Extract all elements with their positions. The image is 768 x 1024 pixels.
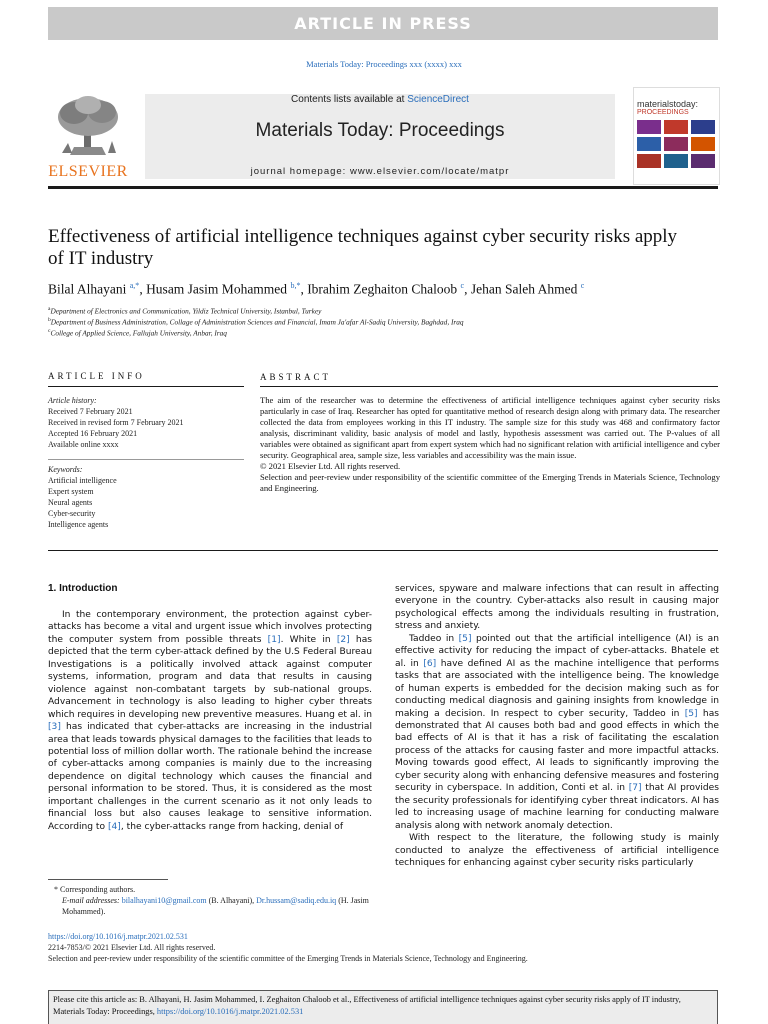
contents-line bbox=[145, 94, 615, 105]
intro-column-left bbox=[48, 609, 372, 833]
footnote-rule bbox=[48, 879, 168, 880]
keyword: Cyber-security bbox=[48, 509, 96, 518]
reference-link[interactable]: [7] bbox=[628, 783, 642, 794]
affiliation bbox=[48, 328, 227, 337]
reference-link[interactable]: [2] bbox=[336, 634, 350, 645]
text-run: has depicted that the term cyber-attack defined by the U.S Federal Bureau Investigations is a politically involved attack against computer systems, information, program and data that results in causing violence against non-combatant targets by sub-national groups. Advancement in technology is also leading to higher cyber threats which requires in developing new preventive measures. Huang et al. in bbox=[48, 634, 373, 720]
text-run: Taddeo in bbox=[409, 633, 459, 644]
intro-column-right bbox=[395, 583, 719, 869]
affiliation-text: Department of Business Administration, Collage of Administration Sciences and Financial, Imam Ja'afar Al-Sadiq University, Baghdad, Iraq bbox=[50, 317, 464, 327]
corresponding-authors: * Corresponding authors. bbox=[54, 885, 136, 894]
email-label: E-mail addresses: bbox=[62, 896, 120, 905]
affiliation bbox=[48, 317, 464, 326]
elsevier-tree-logo bbox=[50, 95, 126, 161]
author-affiliation-marker[interactable]: c bbox=[580, 281, 585, 290]
paragraph bbox=[395, 633, 719, 832]
article-history-label: Article history: bbox=[48, 396, 97, 405]
abstract-heading: ABSTRACT bbox=[260, 372, 332, 382]
text-run: In the contemporary environment, the protection against cyber-attacks has become a vital and urgent issue which involves protecting the computer system from possible threats bbox=[48, 610, 372, 645]
citation-doi-link[interactable]: https://doi.org/10.1016/j.matpr.2021.02.531 bbox=[156, 1007, 304, 1016]
affiliation-text: College of Applied Science, Fallujah University, Anbar, Iraq bbox=[50, 328, 227, 338]
paragraph: services, spyware and malware infections that can result in affecting everyone in the country. Cyber-attacks also result in causing major psychological effects among the individuals resulting in frustration, stress and anxiety. bbox=[395, 584, 719, 632]
text-run: has demonstrated that AI causes both bad and good effects in which the bad effects of AI is that it has a risk of facilitating the escalation process of the attacks for causing faster and more impactful attacks. Moving towards good effect, AI leads to significantly improving the cyber security along with enhancing defensive measures and fostering security in cyberspace. In addition, Conti et al. in bbox=[395, 708, 719, 794]
cover-artwork bbox=[634, 116, 719, 176]
issn-copyright: 2214-7853/© 2021 Elsevier Ltd. All rights reserved. bbox=[48, 943, 216, 952]
cover-subtitle: PROCEEDINGS bbox=[637, 109, 689, 116]
text-run: . White in bbox=[280, 634, 337, 645]
journal-cover-thumbnail[interactable] bbox=[633, 87, 720, 185]
history-entry: Received in revised form 7 February 2021 bbox=[48, 418, 184, 427]
reference-link[interactable]: [1] bbox=[267, 634, 281, 645]
email-addresses bbox=[62, 895, 372, 917]
author-affiliation-marker[interactable]: a,* bbox=[129, 281, 140, 290]
contents-prefix: Contents lists available at bbox=[291, 94, 405, 105]
affiliation-text: Department of Electronics and Communication, Yildiz Technical University, Istanbul, Turkey bbox=[50, 306, 322, 316]
elsevier-wordmark: ELSEVIER bbox=[48, 163, 128, 180]
history-entry: Accepted 16 February 2021 bbox=[48, 429, 138, 438]
journal-title: Materials Today: Proceedings bbox=[255, 120, 505, 141]
header-rule bbox=[48, 186, 718, 189]
abstract-selection: Selection and peer-review under responsibility of the scientific committee of the Emerging Trends in Materials Science, Technology and Engineering. bbox=[260, 472, 720, 493]
author-name[interactable]: Jehan Saleh Ahmed bbox=[470, 281, 578, 297]
keyword: Intelligence agents bbox=[48, 520, 109, 529]
reference-link[interactable]: [6] bbox=[423, 658, 437, 669]
article-history bbox=[48, 406, 184, 450]
info-divider bbox=[48, 459, 244, 460]
citation-box bbox=[48, 990, 718, 1024]
abstract-rule bbox=[260, 386, 718, 387]
reference-link[interactable]: [5] bbox=[684, 708, 698, 719]
cover-title: materialstoday: bbox=[637, 99, 699, 109]
text-run: has indicated that cyber-attacks are increasing in the industrial area that leads towards physical damages to the facilities that leads to potential loss of million dollar worth. The rationale behind the increase of cyber-attacks among companies is mainly due to the increasing dependence on digital technology which causes the financial and personal information to be stored. Thus, it is considered as the most important challenges in the current scenario as it not only leads to financial loss but also causes leakage to sensitive information. According to bbox=[48, 722, 372, 832]
email-link[interactable]: bilalhayani10@gmail.com bbox=[121, 896, 207, 905]
abstract-text: The aim of the researcher was to determine the effectiveness of artificial intelligence techniques against cyber security risks particularly in case of Iraq. Researcher has opted for quantitative method of research design along with primary data. The researcher collected the data from employees working in this IT industry. The sample size for this study was 468 and confirmatory factor analysis, discriminant validity, basic analysis of model and lastly, hypothesis assessment was carried out. The P-values of all variables were obtained as significant apart from expert system which had no significant relation with artificial intelligence and cyber security. Geographical area, sample size, less variables and accessibility was the main issue. bbox=[260, 395, 720, 460]
email-owner: (B. Alhayani), bbox=[208, 896, 255, 905]
keyword: Neural agents bbox=[48, 498, 93, 507]
abstract-end-rule bbox=[48, 550, 718, 551]
affiliation-marker: a bbox=[48, 306, 51, 312]
article-info-heading: ARTICLE INFO bbox=[48, 371, 145, 381]
affiliation-marker: c bbox=[48, 328, 51, 334]
abstract-body bbox=[260, 395, 720, 494]
author-name[interactable]: Bilal Alhayani bbox=[48, 281, 127, 297]
corresponding-footnote bbox=[54, 884, 372, 917]
author-name[interactable]: Ibrahim Zeghaiton Chaloob bbox=[307, 281, 458, 297]
affiliation-marker: b bbox=[48, 317, 51, 323]
article-in-press-banner: ARTICLE IN PRESS bbox=[48, 7, 718, 40]
article-info-rule bbox=[48, 386, 244, 387]
keyword: Artificial intelligence bbox=[48, 476, 117, 485]
paragraph: With respect to the literature, the following study is mainly conducted to analyze the effectiveness of artificial intelligence techniques for enhancing against cyber security risks particularly bbox=[395, 833, 719, 868]
history-entry: Received 7 February 2021 bbox=[48, 407, 133, 416]
reference-link[interactable]: [5] bbox=[458, 633, 472, 644]
email-owner: (H. Jasim Mohammed). bbox=[62, 896, 369, 916]
text-run: have defined AI as the machine intelligence that performs tasks that are associated with the intelligence being. The knowledge of human experts is embedded for the decision making such as for conducting medical diagnosis and gaining insights from knowledge in making a decision. In respect to cyber security, Taddeo in bbox=[395, 658, 720, 719]
reference-link[interactable]: [3] bbox=[48, 722, 61, 733]
author-list: Bilal Alhayani $^{a,*}$, Husam Jasim Mohammed $^{b,*}$, Ibrahim Zeghaiton Chaloob $^c$, Jehan Saleh Ahmed $^c$ bbox=[48, 281, 585, 297]
email-link[interactable]: Dr.hussam@sadiq.edu.iq bbox=[256, 896, 337, 905]
keyword: Expert system bbox=[48, 487, 94, 496]
doi-link[interactable]: https://doi.org/10.1016/j.matpr.2021.02.531 bbox=[48, 932, 188, 941]
article-title: Effectiveness of artificial intelligence techniques against cyber security risks apply of IT industry bbox=[48, 226, 678, 269]
selection-footer: Selection and peer-review under responsibility of the scientific committee of the Emerging Trends in Materials Science, Technology and Engineering. bbox=[48, 954, 528, 963]
history-entry: Available online xxxx bbox=[48, 440, 119, 449]
text-run: pointed out that the artificial intelligence (AI) is an effective activity for reducing the impact of cyber-attacks. Bhatele et al. in bbox=[395, 633, 719, 669]
text-run: , the cyber-attacks range from hacking, denial of bbox=[120, 821, 344, 832]
affiliation bbox=[48, 306, 321, 315]
author-affiliation-marker[interactable]: c bbox=[460, 281, 465, 290]
keyword-list bbox=[48, 475, 117, 530]
author-name[interactable]: Husam Jasim Mohammed bbox=[146, 281, 288, 297]
sciencedirect-link[interactable]: ScienceDirect bbox=[407, 94, 469, 105]
keywords-label: Keywords: bbox=[48, 465, 83, 474]
introduction-heading: 1. Introduction bbox=[48, 583, 118, 594]
journal-reference-link[interactable]: Materials Today: Proceedings xxx (xxxx) xxx bbox=[306, 59, 462, 69]
paragraph bbox=[48, 609, 372, 833]
author-affiliation-marker[interactable]: b,* bbox=[290, 281, 301, 290]
abstract-copyright: © 2021 Elsevier Ltd. All rights reserved. bbox=[260, 461, 401, 471]
reference-link[interactable]: [4] bbox=[107, 821, 121, 832]
citation-text: Please cite this article as: B. Alhayani, H. Jasim Mohammed, I. Zeghaiton Chaloob et al., Effectiveness of artificial intelligence techniques against cyber security risks apply of IT industry, Materials Today: Proceedings, bbox=[53, 995, 681, 1016]
text-run: that AI provides the security professionals for identifying cyber threat indicators. AI has led to increasing usage of machine learning for conducting malware analysis along with network anomaly detection. bbox=[395, 783, 719, 831]
journal-homepage[interactable]: journal homepage: www.elsevier.com/locate/matpr bbox=[250, 166, 510, 177]
